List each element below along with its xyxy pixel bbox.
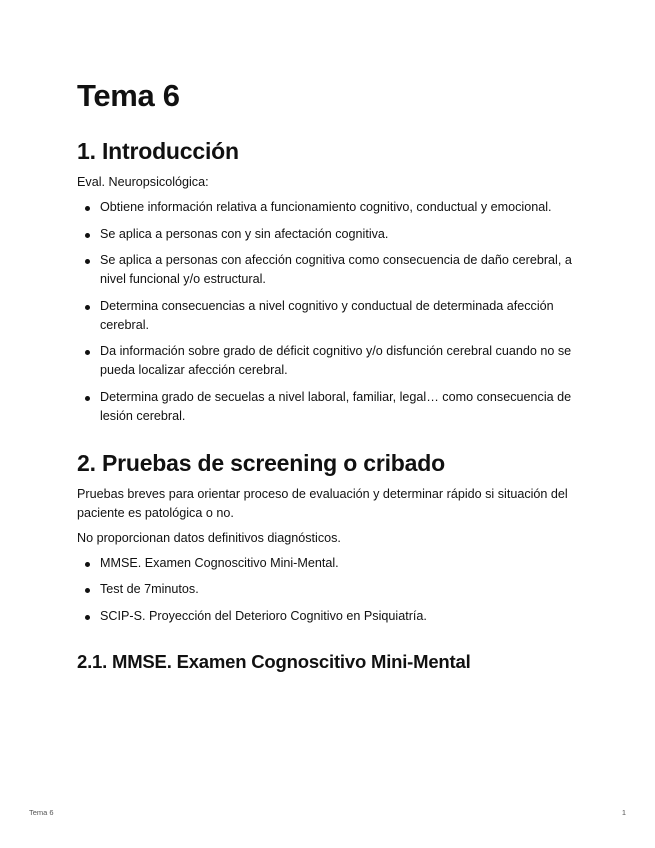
document-title: Tema 6	[77, 78, 180, 113]
section-paragraph: Eval. Neuropsicológica:	[77, 175, 209, 189]
subsection-heading-mmse: 2.1. MMSE. Examen Cognoscitivo Mini-Mental	[77, 650, 471, 672]
bullet-list-pruebas	[77, 554, 582, 626]
list-item-text: Se aplica a personas con afección cognitiva como consecuencia de daño cerebral, a nivel funcional y/o estructural.	[100, 253, 572, 286]
list-item	[77, 251, 582, 289]
list-item-text: Test de 7minutos.	[100, 582, 199, 596]
footer-document-name: Tema 6	[29, 808, 54, 817]
list-item	[77, 297, 582, 335]
list-item	[77, 388, 582, 426]
bullet-icon	[85, 562, 90, 567]
bullet-icon	[85, 588, 90, 593]
list-item-text: Determina consecuencias a nivel cognitivo y conductual de determinada afección cerebral.	[100, 298, 554, 332]
list-item	[77, 607, 582, 626]
list-item-text: Se aplica a personas con y sin afectación cognitiva.	[100, 226, 389, 241]
bullet-icon	[85, 206, 90, 211]
section-paragraph: No proporcionan datos definitivos diagnósticos.	[77, 530, 341, 545]
list-item-text: SCIP-S. Proyección del Deterioro Cognitivo en Psiquiatría.	[100, 608, 427, 623]
section-heading-pruebas-screening: 2. Pruebas de screening o cribado	[77, 449, 445, 476]
bullet-list-introduccion	[77, 198, 582, 426]
list-item	[77, 342, 582, 380]
section-heading-introduccion: 1. Introducción	[77, 138, 239, 164]
bullet-icon	[85, 259, 90, 264]
list-item-text: Da información sobre grado de déficit cognitivo y/o disfunción cerebral cuando no se pueda localizar afección cerebral.	[100, 344, 572, 377]
footer-page-number: 1	[621, 808, 626, 817]
bullet-icon	[85, 615, 90, 620]
document-page	[77, 74, 582, 675]
list-item-text: Obtiene información relativa a funcionamiento cognitivo, conductual y emocional.	[100, 200, 552, 214]
list-item	[77, 554, 582, 573]
list-item	[77, 198, 582, 217]
bullet-icon	[85, 233, 90, 238]
section-paragraph: Pruebas breves para orientar proceso de evaluación y determinar rápido si situación del paciente es patológica o no.	[77, 486, 568, 520]
bullet-icon	[85, 350, 90, 355]
list-item	[77, 225, 582, 244]
list-item	[77, 580, 582, 599]
list-item-text: MMSE. Examen Cognoscitivo Mini-Mental.	[100, 555, 339, 570]
bullet-icon	[85, 305, 90, 310]
list-item-text: Determina grado de secuelas a nivel laboral, familiar, legal… como consecuencia de lesión cerebral.	[100, 389, 572, 423]
bullet-icon	[85, 396, 90, 401]
